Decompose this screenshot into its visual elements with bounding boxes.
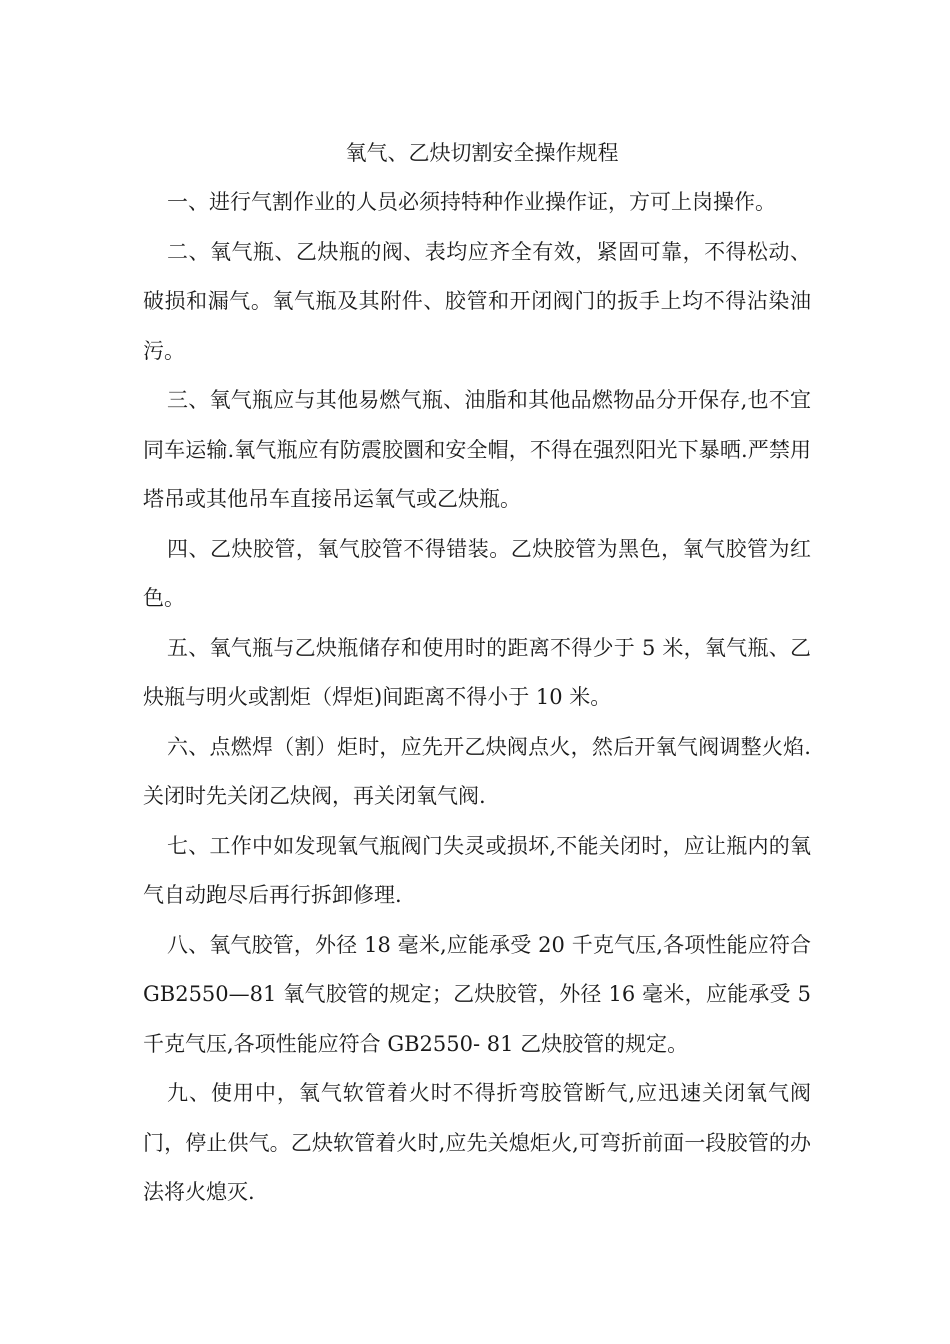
paragraph-4: 四、乙炔胶管，氧气胶管不得错装。乙炔胶管为黑色，氧气胶管为红色。 — [143, 536, 811, 610]
paragraph-1: 一、进行气割作业的人员必须持特种作业操作证，方可上岗操作。 — [167, 190, 776, 214]
paragraph-8: 八、氧气胶管，外径 18 毫米,应能承受 20 千克气压,各项性能应符合 GB2550—81 氧气胶管的规定；乙炔胶管，外径 16 毫米，应能承受 5 千克气压,各项性能应符合 GB2550- 81 乙炔胶管的规定。 — [143, 932, 811, 1056]
paragraph-2: 二、氧气瓶、乙炔瓶的阀、表均应齐全有效，紧固可靠，不得松动、破损和漏气。氧气瓶及其附件、胶管和开闭阀门的扳手上均不得沾染油污。 — [143, 239, 811, 363]
document-body — [143, 130, 811, 1218]
paragraph-7: 七、工作中如发现氧气瓶阀门失灵或损坏,不能关闭时，应让瓶内的氧气自动跑尽后再行拆卸修理. — [143, 833, 811, 907]
paragraph-6: 六、点燃焊（割）炬时，应先开乙炔阀点火，然后开氧气阀调整火焰.关闭时先关闭乙炔阀，再关闭氧气阀. — [143, 734, 811, 808]
paragraph-9: 九、使用中，氧气软管着火时不得折弯胶管断气,应迅速关闭氧气阀门，停止供气。乙炔软管着火时,应先关熄炬火,可弯折前面一段胶管的办法将火熄灭. — [143, 1081, 811, 1204]
paragraph-3: 三、氧气瓶应与其他易燃气瓶、油脂和其他品燃物品分开保存,也不宜同车运输.氧气瓶应有防震胶圜和安全帽，不得在强烈阳光下暴晒.严禁用塔吊或其他吊车直接吊运氧气或乙炔瓶。 — [143, 388, 811, 511]
paragraph-5: 五、氧气瓶与乙炔瓶储存和使用时的距离不得少于 5 米，氧气瓶、乙炔瓶与明火或割炬（焊炬)间距离不得小于 10 米。 — [143, 635, 811, 709]
document-title: 氧气、乙炔切割安全操作规程 — [345, 141, 619, 165]
